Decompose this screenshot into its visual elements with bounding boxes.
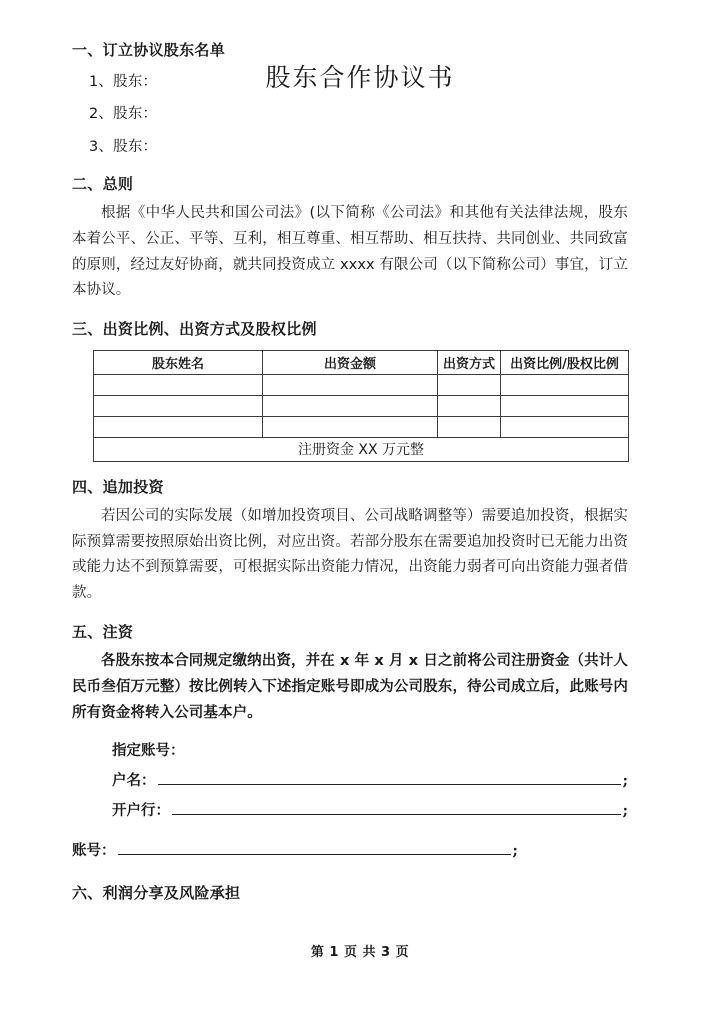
section-heading-4: 四、追加投资	[72, 477, 164, 496]
section-2-paragraph: 根据《中华人民共和国公司法》(以下简称《公司法》和其他有关法律法规，股东本着公平、公正、平等、互利，相互尊重、相互帮助、相互扶持、共同创业、共同致富的原则，经过友好协商，就共同投资成立 xxxx 有限公司（以下简称公司）事宜，订立本协议。	[72, 205, 628, 299]
account-holder-terminator: ;	[622, 771, 628, 789]
table-cell	[94, 374, 263, 395]
designated-account-label: 指定账号：	[112, 742, 185, 759]
section-heading-5: 五、注资	[72, 622, 134, 641]
table-header-row	[94, 350, 629, 374]
table-cell	[438, 416, 501, 437]
shareholder-list-item-1: 1、股东：	[89, 74, 158, 91]
page-title: 股东合作协议书	[265, 63, 455, 92]
table-cell	[501, 416, 629, 437]
table-col-shareholder-name: 股东姓名	[94, 350, 263, 374]
document-body	[72, 0, 628, 905]
table-row	[94, 374, 629, 395]
account-holder-row	[72, 769, 628, 790]
table-cell	[501, 395, 629, 416]
section-heading-1: 一、订立协议股东名单	[72, 41, 226, 59]
section-4-paragraph: 若因公司的实际发展（如增加投资项目、公司战略调整等）需要追加投资，根据实际预算需要按照原始出资比例，对应出资。若部分股东在需要追加投资时已无能力出资或能力达不到预算需要，可根据实际出资能力情况，出资能力弱者可向出资能力强者借款。	[72, 507, 628, 602]
table-cell	[501, 374, 629, 395]
account-number-label: 账号：	[72, 842, 116, 859]
page-footer: 第 1 页 共 3 页	[310, 945, 410, 960]
table-cell	[94, 395, 263, 416]
account-holder-input[interactable]	[158, 784, 621, 785]
table-row	[94, 395, 629, 416]
table-cell	[263, 374, 438, 395]
table-row	[94, 416, 629, 437]
account-bank-label: 开户行：	[112, 801, 170, 819]
account-holder-label: 户名：	[112, 771, 156, 789]
registered-capital-cell: 注册资金 XX 万元整	[94, 437, 629, 461]
table-cell	[94, 416, 263, 437]
table-footer-row	[94, 437, 629, 461]
capital-contribution-table	[93, 350, 629, 462]
account-number-row	[72, 839, 628, 860]
table-cell	[263, 416, 438, 437]
account-number-terminator: ;	[512, 841, 518, 859]
shareholder-list-item-3: 3、股东：	[89, 138, 158, 155]
table-col-contribution-method: 出资方式	[438, 350, 501, 374]
table-cell	[438, 374, 501, 395]
account-bank-input[interactable]	[172, 814, 621, 815]
table-col-contribution-amount: 出资金额	[263, 350, 438, 374]
account-bank-row	[72, 799, 628, 820]
table-cell	[263, 395, 438, 416]
section-5-paragraph: 各股东按本合同规定缴纳出资，并在 x 年 x 月 x 日之前将公司注册资金（共计人民币叁佰万元整）按比例转入下述指定账号即成为公司股东，待公司成立后，此账号内所有资金将转入公司基本户。	[72, 653, 628, 721]
table-cell	[438, 395, 501, 416]
table-col-contribution-ratio: 出资比例/股权比例	[501, 350, 629, 374]
account-number-input[interactable]	[118, 854, 511, 855]
section-heading-2: 二、总则	[72, 174, 134, 193]
section-heading-3: 三、出资比例、出资方式及股权比例	[72, 320, 317, 339]
account-bank-terminator: ;	[622, 801, 628, 819]
shareholder-list-item-2: 2、股东：	[89, 106, 158, 123]
section-heading-6: 六、利润分享及风险承担	[72, 883, 241, 902]
